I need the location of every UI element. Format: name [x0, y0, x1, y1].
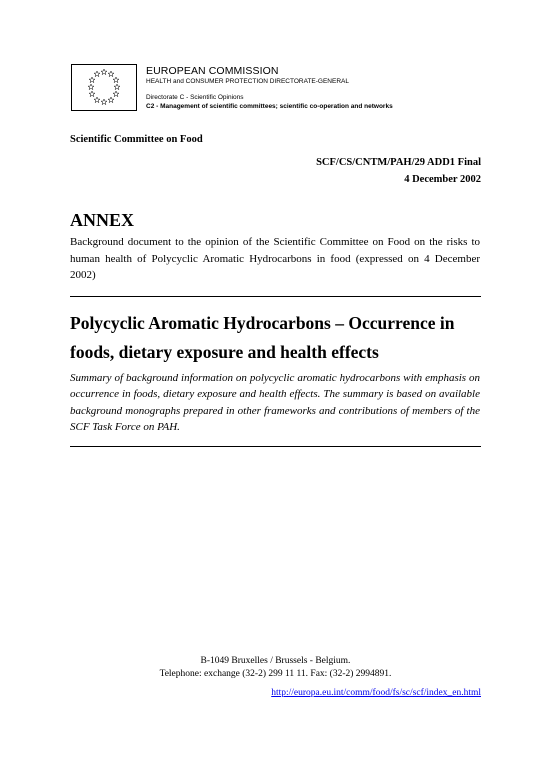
- header-unit: C2 - Management of scientific committees; scientific co-operation and networks: [146, 103, 393, 110]
- divider: [70, 446, 481, 447]
- footer-address: B-1049 Bruxelles / Brussels - Belgium.: [200, 656, 351, 666]
- eu-logo: [71, 64, 137, 111]
- document-summary: Summary of background information on polycyclic aromatic hydrocarbons with emphasis on occurrence in foods, dietary exposure and health effects. The summary is based on available background monographs prepared in other frameworks and contributions of members of the SCF Task Force on PAH.: [70, 372, 480, 433]
- footer-url-link[interactable]: http://europa.eu.int/comm/food/fs/sc/scf/index_en.html: [271, 688, 481, 698]
- annex-description: Background document to the opinion of the Scientific Committee on Food on the risks to human health of Polycyclic Aromatic Hydrocarbons in food (expressed on 4 December 2002): [70, 236, 480, 281]
- document-reference: SCF/CS/CNTM/PAH/29 ADD1 Final: [316, 157, 481, 168]
- header-organization: EUROPEAN COMMISSION: [146, 65, 279, 77]
- divider: [70, 296, 481, 297]
- annex-heading: ANNEX: [70, 210, 135, 230]
- document-date: 4 December 2002: [404, 174, 481, 185]
- committee-name: Scientific Committee on Food: [70, 134, 203, 145]
- document-title: Polycyclic Aromatic Hydrocarbons – Occurrence in foods, dietary exposure and health effects: [70, 313, 455, 362]
- header-directorate: Directorate C - Scientific Opinions: [146, 94, 244, 101]
- header-directorate-general: HEALTH and CONSUMER PROTECTION DIRECTORATE-GENERAL: [146, 78, 349, 85]
- eu-stars-icon: [72, 65, 136, 110]
- footer-telephone: Telephone: exchange (32-2) 299 11 11. Fax: (32-2) 2994891.: [159, 669, 392, 679]
